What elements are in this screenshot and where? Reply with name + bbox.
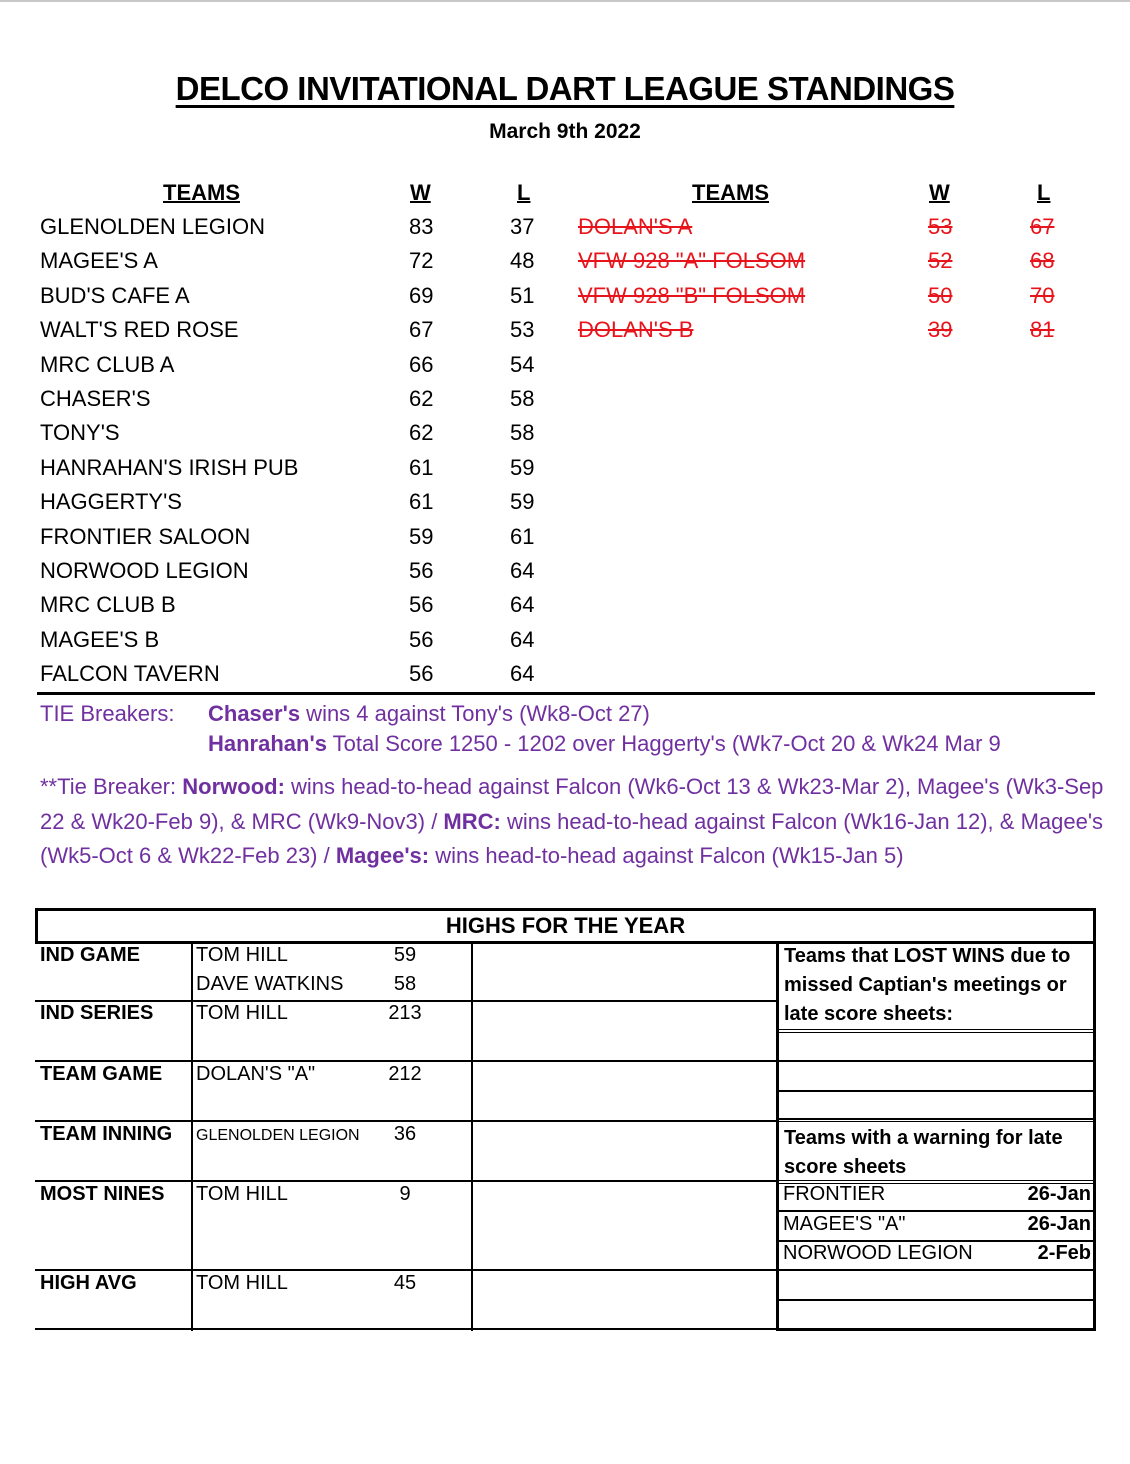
tiebreaker-1-team: Chaser's xyxy=(208,701,301,726)
high-value: 36 xyxy=(393,1123,417,1145)
highs-title: HIGHS FOR THE YEAR xyxy=(35,908,1096,944)
page-title-text: DELCO INVITATIONAL DART LEAGUE STANDINGS xyxy=(175,70,955,107)
lost-wins-heading: Teams that LOST WINS due to missed Captian's meetings or late score sheets: xyxy=(784,945,1071,1025)
tiebreaker-note xyxy=(40,770,1105,874)
losses: 59 xyxy=(510,454,535,480)
penalties-box xyxy=(776,942,1096,1331)
team-name: MRC CLUB A xyxy=(40,351,175,377)
standings-row xyxy=(0,661,1130,695)
losses: 64 xyxy=(510,661,535,687)
row-rule xyxy=(779,1299,1093,1301)
team-name: VFW 928 "B" FOLSOM xyxy=(578,282,806,308)
high-value: 9 xyxy=(399,1183,411,1205)
note-text-2: wins head-to-head against Falcon (Wk16-Jan 12), & Magee's (Wk5-Oct 6 & Wk22-Feb 23) / xyxy=(40,808,1104,869)
high-label-ind-game: IND GAME xyxy=(40,944,140,966)
highs-row-sep xyxy=(35,1060,776,1062)
high-name: TOM HILL xyxy=(196,1002,288,1024)
losses: 64 xyxy=(510,626,535,652)
withdrawn-team-row xyxy=(0,248,1130,282)
team-name: BUD'S CAFE A xyxy=(40,282,190,308)
tiebreaker-2-team: Hanrahan's xyxy=(208,731,327,756)
wins: 62 xyxy=(409,386,434,411)
wins: 53 xyxy=(928,214,953,239)
team-name: TONY'S xyxy=(40,420,120,446)
team-name: DOLAN'S A xyxy=(578,214,693,239)
team-name: HANRAHAN'S IRISH PUB xyxy=(40,454,299,480)
wins: 56 xyxy=(409,626,434,652)
note-text-1: wins head-to-head against Falcon (Wk6-Oct 13 & Wk23-Mar 2), Magee's (Wk3-Sep 22 & Wk20-Feb 9), & MRC (Wk9-Nov3) / xyxy=(40,774,1104,834)
high-value: 58 xyxy=(393,973,417,995)
team-name: MAGEE'S B xyxy=(40,626,160,652)
high-name: TOM HILL xyxy=(196,1272,288,1294)
standings-row xyxy=(0,352,1130,386)
header-w-right: W xyxy=(929,180,950,205)
losses: 48 xyxy=(510,248,535,274)
page-top-border xyxy=(0,0,1130,2)
highs-row-sep xyxy=(35,1120,776,1122)
wins: 59 xyxy=(409,523,434,549)
wins: 56 xyxy=(409,592,434,618)
team-name: VFW 928 "A" FOLSOM xyxy=(578,248,806,274)
withdrawn-team-row xyxy=(0,283,1130,317)
losses: 58 xyxy=(510,386,535,411)
standings-row xyxy=(0,524,1130,558)
highs-row-sep xyxy=(35,1269,776,1271)
tiebreaker-2-text: Total Score 1250 - 1202 over Haggerty's (Wk7-Oct 20 & Wk24 Mar 9 xyxy=(326,731,1001,756)
losses: 59 xyxy=(510,489,535,515)
row-rule xyxy=(779,1060,1093,1062)
standings-row xyxy=(0,558,1130,592)
team-name: GLENOLDEN LEGION xyxy=(40,214,265,239)
wins: 56 xyxy=(409,558,434,583)
note-team-norwood: Norwood: xyxy=(182,774,285,799)
note-team-magees: Magee's: xyxy=(335,843,430,869)
high-name: DOLAN'S "A" xyxy=(196,1063,316,1085)
standings-row xyxy=(0,386,1130,420)
standings-row xyxy=(0,455,1130,489)
note-prefix: **Tie Breaker: xyxy=(40,774,183,799)
team-name: FRONTIER SALOON xyxy=(40,523,251,549)
wins: 69 xyxy=(409,282,434,308)
team-name: DOLAN'S B xyxy=(578,317,694,343)
header-teams-right: TEAMS xyxy=(692,180,769,205)
team-name: CHASER'S xyxy=(40,386,151,411)
wins: 62 xyxy=(409,420,434,446)
losses: 81 xyxy=(1030,317,1055,343)
wins: 67 xyxy=(409,317,434,343)
warning-team: MAGEE'S "A" xyxy=(783,1213,906,1235)
tiebreaker-line-2 xyxy=(208,731,1001,757)
high-name: TOM HILL xyxy=(196,944,288,966)
wins: 61 xyxy=(409,454,434,480)
wins: 50 xyxy=(928,282,953,308)
row-rule xyxy=(779,1269,1093,1271)
header-l-right: L xyxy=(1037,180,1051,205)
losses: 53 xyxy=(510,317,535,343)
page-title xyxy=(0,70,1130,108)
wins: 52 xyxy=(928,248,953,274)
losses: 37 xyxy=(510,214,535,239)
note-text-3: wins head-to-head against Falcon (Wk15-Jan 5) xyxy=(429,843,904,869)
wins: 66 xyxy=(409,351,434,377)
wins: 72 xyxy=(409,248,434,274)
high-value: 213 xyxy=(388,1002,422,1024)
standings-row xyxy=(0,489,1130,523)
team-name: MRC CLUB B xyxy=(40,592,176,618)
team-name: FALCON TAVERN xyxy=(40,661,220,687)
losses: 51 xyxy=(510,282,535,308)
high-label-ind-series: IND SERIES xyxy=(40,1002,154,1024)
warning-date: 26-Jan xyxy=(1027,1183,1091,1205)
losses: 64 xyxy=(510,592,535,618)
team-name: NORWOOD LEGION xyxy=(40,558,249,583)
standings-row xyxy=(0,627,1130,661)
losses: 64 xyxy=(510,558,535,583)
header-teams-left: TEAMS xyxy=(163,180,240,205)
losses: 67 xyxy=(1030,214,1055,239)
double-rule xyxy=(779,1118,1093,1122)
row-rule xyxy=(779,1090,1093,1092)
withdrawn-team-row xyxy=(0,317,1130,351)
note-team-mrc: MRC: xyxy=(443,808,501,834)
wins: 39 xyxy=(928,317,953,343)
header-l-left: L xyxy=(517,180,531,205)
warning-heading: Teams with a warning for late score sheets xyxy=(784,1127,1063,1178)
high-label-team-inning: TEAM INNING xyxy=(40,1123,173,1145)
highs-bottom xyxy=(35,1328,776,1330)
high-value: 59 xyxy=(393,944,417,966)
high-label-team-game: TEAM GAME xyxy=(40,1063,163,1085)
losses: 61 xyxy=(510,523,535,549)
high-label-high-avg: HIGH AVG xyxy=(40,1272,137,1294)
header-w-left: W xyxy=(410,180,431,205)
warning-team: FRONTIER xyxy=(783,1183,886,1205)
team-name: WALT'S RED ROSE xyxy=(40,317,239,343)
wins: 61 xyxy=(409,489,434,515)
tiebreaker-1-text: wins 4 against Tony's (Wk8-Oct 27) xyxy=(300,701,650,726)
tiebreakers-label: TIE Breakers: xyxy=(40,701,175,726)
standings-date: March 9th 2022 xyxy=(489,120,641,143)
high-label-most-nines: MOST NINES xyxy=(40,1183,165,1205)
losses: 54 xyxy=(510,351,535,377)
high-name: TOM HILL xyxy=(196,1183,288,1205)
warning-date: 2-Feb xyxy=(1037,1242,1091,1264)
team-name: MAGEE'S A xyxy=(40,248,158,274)
standings-row xyxy=(0,592,1130,626)
row-rule xyxy=(779,1210,1093,1212)
warning-team: NORWOOD LEGION xyxy=(783,1242,973,1264)
high-value: 212 xyxy=(388,1063,422,1085)
high-name: GLENOLDEN LEGION xyxy=(196,1127,360,1144)
standings-divider xyxy=(37,692,1095,695)
losses: 68 xyxy=(1030,248,1055,274)
team-name: HAGGERTY'S xyxy=(40,489,182,515)
tiebreaker-line-1 xyxy=(208,701,650,727)
highs-table xyxy=(35,908,1096,1331)
wins: 56 xyxy=(409,661,434,687)
wins: 83 xyxy=(409,214,434,239)
withdrawn-team-row xyxy=(0,214,1130,248)
highs-row-sep xyxy=(35,1180,776,1182)
high-name: DAVE WATKINS xyxy=(196,973,344,995)
losses: 58 xyxy=(510,420,535,446)
losses: 70 xyxy=(1030,282,1055,308)
double-rule xyxy=(779,1029,1093,1033)
high-value: 45 xyxy=(393,1272,417,1294)
warning-date: 26-Jan xyxy=(1027,1213,1091,1235)
standings-row xyxy=(0,420,1130,454)
